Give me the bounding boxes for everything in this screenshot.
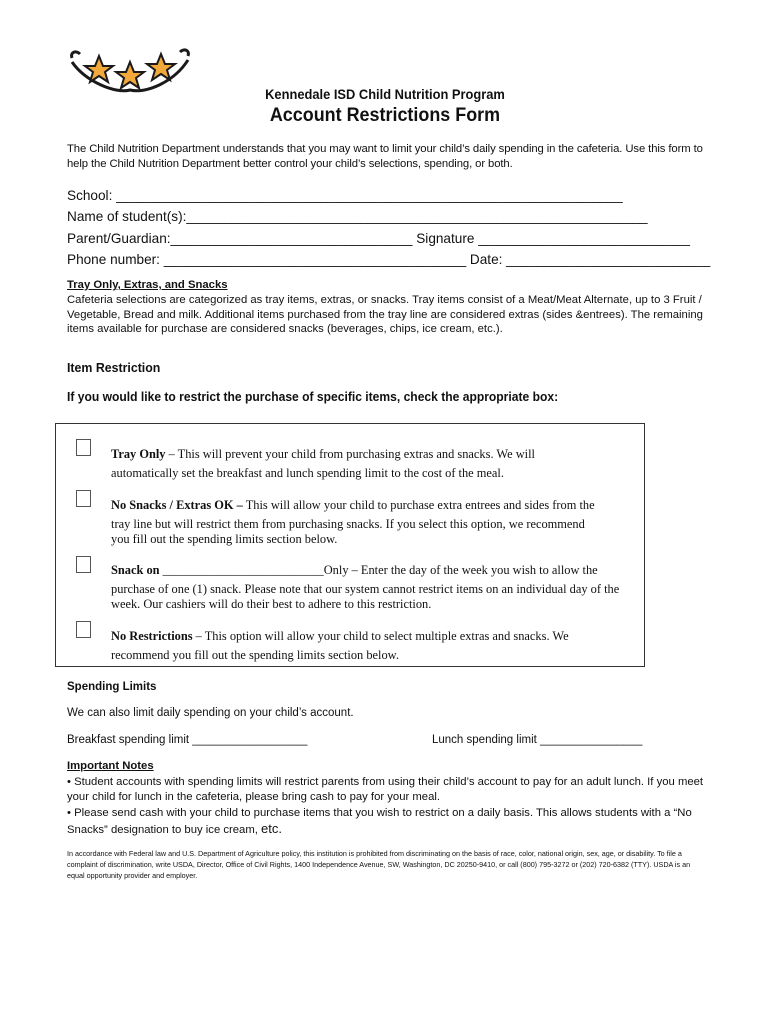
- option-tray-only: [111, 445, 631, 482]
- snack-on-checkbox[interactable]: [76, 556, 91, 573]
- option-text: week. Our cashiers will do their best to adhere to this restriction.: [111, 597, 432, 611]
- option-title: Tray Only: [111, 447, 166, 461]
- option-text: automatically set the breakfast and lunch spending limit to the cost of the meal.: [111, 465, 504, 480]
- no-snacks-checkbox[interactable]: [76, 490, 91, 507]
- lunch-limit-field[interactable]: Lunch spending limit ________________: [432, 734, 643, 746]
- option-no-restrictions: [111, 627, 631, 664]
- option-snack-on: [111, 561, 631, 614]
- student-name-field[interactable]: Name of student(s):_____________________________________________________________: [67, 209, 648, 224]
- star-icon: [116, 62, 144, 88]
- usda-nondiscrimination-statement: In accordance with Federal law and U.S. Department of Agriculture policy, this institution is prohibited from discriminating on the basis of race, color, national origin, sex, age, or disability. To file a complaint of discrimination, write USDA, Director, Office of Civil Rights, 1400 Independence Avenue, SW, Washington, DC 20250-9410, or call (800) 795-3272 or (202) 720-6382 (TTY). USDA is an equal opportunity provider and employer.: [67, 849, 691, 880]
- option-title: No Restrictions: [111, 629, 193, 643]
- no-restrictions-checkbox[interactable]: [76, 621, 91, 638]
- option-text: __________________________Only – Enter the day of the week you wish to allow the: [159, 563, 598, 577]
- note-text: • Please send cash with your child to purchase items that you wish to restrict on a daily basis. This allows students with a “No Snacks” designation to buy ice cream,: [67, 807, 692, 837]
- note-text-tail: etc.: [261, 821, 282, 837]
- phone-date-field[interactable]: Phone number: ________________________________________ Date: ___________________________: [67, 252, 711, 267]
- school-field[interactable]: School: ___________________________________________________________________: [67, 188, 623, 203]
- star-icon: [147, 54, 175, 80]
- parent-signature-field[interactable]: Parent/Guardian:________________________________ Signature ____________________________: [67, 231, 690, 246]
- option-text: purchase of one (1) snack. Please note that our system cannot restrict items on an individual day of the: [111, 581, 620, 596]
- program-name: Kennedale ISD Child Nutrition Program: [265, 86, 505, 102]
- tray-section-body: Cafeteria selections are categorized as tray items, extras, or snacks. Tray items consist of a Meat/Meat Alternate, up to 3 Fruit / Vegetable, Bread and milk. Additional items purchased from the tray line are considered extras (sides &entrees). The remaining items available for purchase are considered snacks (beverages, chips, ice cream, etc.).: [67, 294, 703, 336]
- spending-limits-description: We can also limit daily spending on your child’s account.: [67, 707, 354, 719]
- form-title: Account Restrictions Form: [269, 104, 501, 126]
- note-adult-lunch: • Student accounts with spending limits will restrict parents from using their child’s account to pay for an adult lunch. If you meet your child for lunch in the cafeteria, please bring cash to pay for your meal.: [67, 776, 704, 804]
- intro-paragraph: The Child Nutrition Department understands that you may want to limit your child’s daily spending in the cafeteria. Use this form to help the Child Nutrition Department better control your child’s selections, spending, or both.: [67, 143, 703, 170]
- item-restriction-instruction: If you would like to restrict the purchase of specific items, check the appropriate box:: [67, 389, 559, 404]
- spending-limits-heading: Spending Limits: [67, 681, 157, 693]
- important-notes-heading: Important Notes: [67, 760, 154, 772]
- option-text: – This option will allow your child to select multiple extras and snacks. We: [192, 629, 569, 643]
- item-restriction-heading: Item Restriction: [67, 360, 161, 375]
- option-text: – This will prevent your child from purchasing extras and snacks. We will: [165, 447, 535, 461]
- breakfast-limit-field[interactable]: Breakfast spending limit __________________: [67, 734, 308, 746]
- tray-section-heading: Tray Only, Extras, and Snacks: [67, 279, 228, 291]
- option-text: This will allow your child to purchase extra entrees and sides from the: [242, 498, 595, 512]
- option-text: you fill out the spending limits section below.: [111, 532, 338, 546]
- option-text: tray line but will restrict them from purchasing snacks. If you select this option, we recommend: [111, 516, 585, 531]
- option-title: Snack on: [111, 563, 160, 577]
- option-no-snacks: [111, 496, 631, 549]
- option-text: recommend you fill out the spending limits section below.: [111, 647, 399, 662]
- option-title: No Snacks / Extras OK –: [111, 498, 243, 512]
- tray-only-checkbox[interactable]: [76, 439, 91, 456]
- note-send-cash: [67, 806, 707, 839]
